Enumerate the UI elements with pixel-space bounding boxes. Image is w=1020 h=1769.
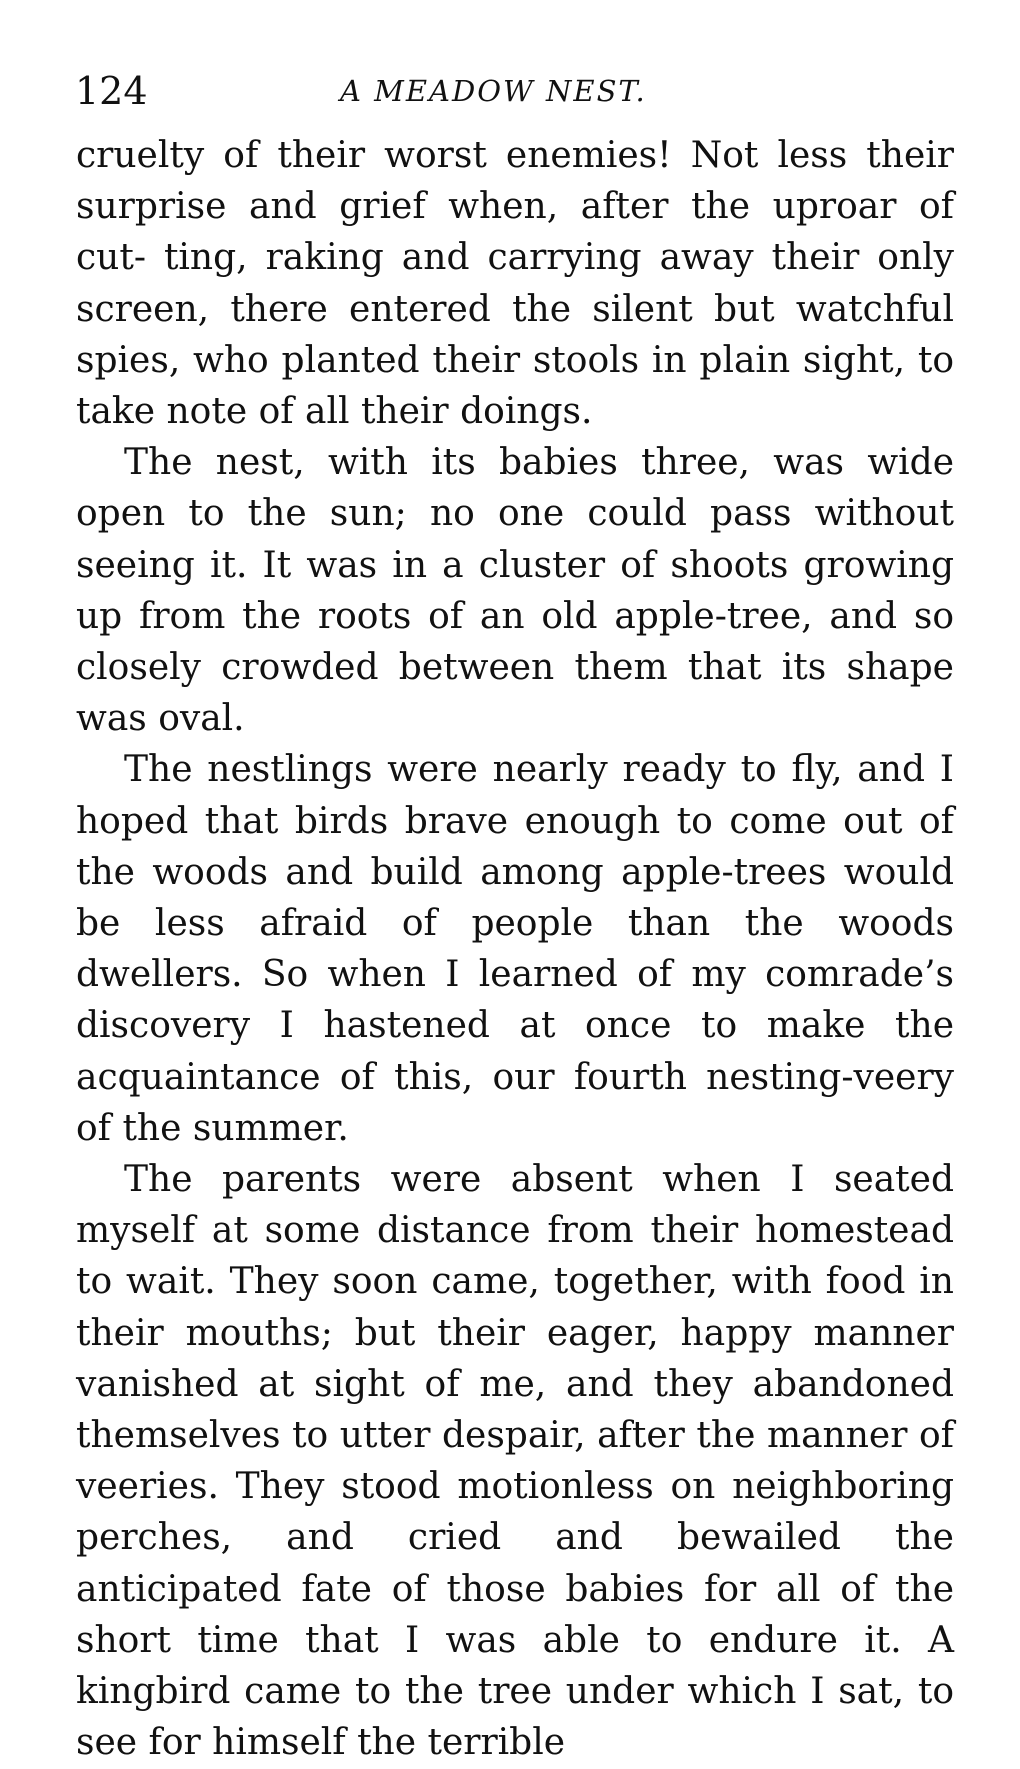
page-number: 124 — [75, 69, 148, 113]
paragraph-continued: cruelty of their worst enemies! Not less their surprise and grief when, after the uproar of cut- ting, raking and carrying away their only screen, there entered the silent but watchful spies, who planted their stools in plain sight, to take note of all their doings. — [76, 135, 954, 433]
page-header — [75, 66, 955, 116]
paragraph-parents: The parents were absent when I seated myself at some distance from their homestead to wait. They soon came, together, with food in their mouths; but their eager, happy manner vanished at sight of me, and they abandoned themselves to utter despair, after the manner of veeries. They stood motionless on neighboring perches, and cried and bewailed the anticipated fate of those babies for all of the short time that I was able to endure it. A kingbird came to the tree under which I sat, to see for himself the terrible — [76, 1159, 954, 1764]
paragraph-nest: The nest, with its babies three, was wide open to the sun; no one could pass without seeing it. It was in a cluster of shoots growing up from the roots of an old apple-tree, and so closely crowded between them that its shape was oval. — [76, 442, 954, 740]
running-head: A MEADOW NEST. — [340, 74, 647, 108]
body-text — [76, 130, 954, 1764]
paragraph-nestlings: The nestlings were nearly ready to fly, and I hoped that birds brave enough to come out of the woods and build among apple-trees would be less afraid of people than the woods dwellers. So when I learned of my comrade’s discovery I hastened at once to make the acquaintance of this, our fourth nesting-veery of the summer. — [76, 749, 954, 1149]
